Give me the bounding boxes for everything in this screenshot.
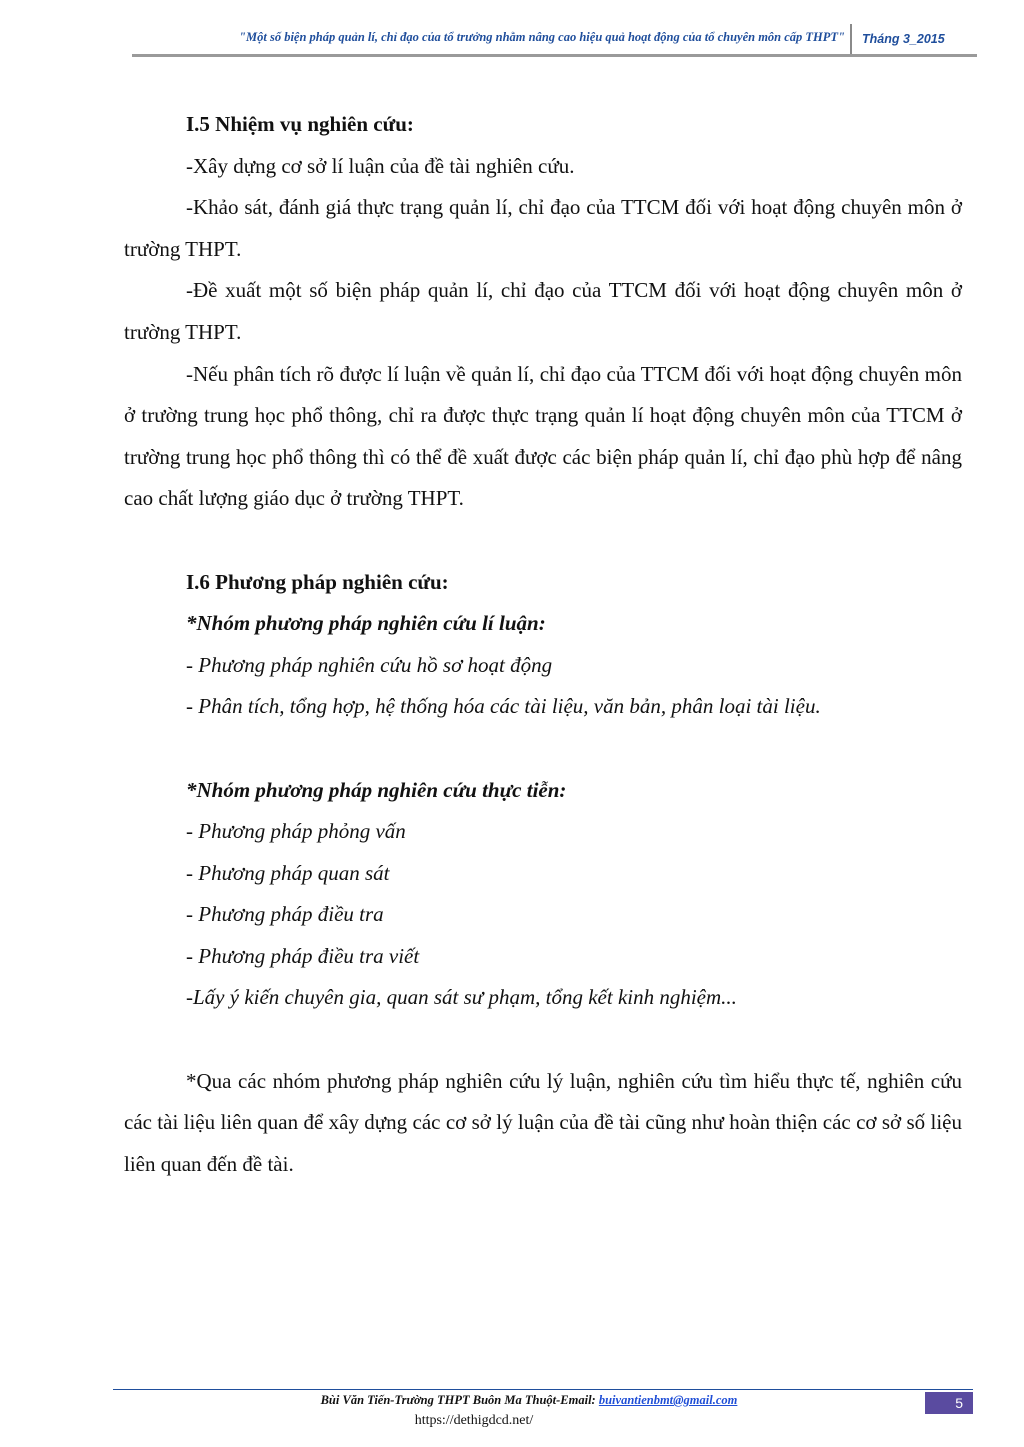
footer-email-link[interactable]: buivantienbmt@gmail.com — [598, 1393, 738, 1407]
subheading-theory: *Nhóm phương pháp nghiên cứu lí luận: — [186, 611, 546, 636]
document-body — [124, 104, 962, 1185]
subheading-practice: *Nhóm phương pháp nghiên cứu thực tiễn: — [186, 777, 567, 802]
header-divider — [850, 24, 852, 54]
page-header — [0, 0, 1024, 60]
list-item: - Phương pháp điều tra — [186, 902, 384, 927]
spacer — [124, 1019, 962, 1061]
header-date: Tháng 3_2015 — [862, 32, 945, 46]
page-footer — [0, 1380, 1024, 1447]
list-item: - Phương pháp nghiên cứu hồ sơ hoạt động — [186, 652, 553, 677]
header-rule — [132, 54, 977, 57]
list-item: -Lấy ý kiến chuyên gia, quan sát sư phạm, tổng kết kinh nghiệm... — [186, 985, 737, 1010]
footer-url: https://dethigdcd.net/ — [414, 1413, 534, 1428]
footer-rule — [113, 1389, 973, 1390]
section-heading-i5: I.5 Nhiệm vụ nghiên cứu: — [186, 112, 414, 136]
footer-author-text: Bùi Văn Tiến-Trường THPT Buôn Ma Thuột-Email: — [320, 1393, 599, 1407]
paragraph: -Đề xuất một số biện pháp quản lí, chỉ đạo của TTCM đối với hoạt động chuyên môn ở trường THPT. — [124, 278, 962, 344]
page-number-badge: 5 — [925, 1392, 973, 1414]
list-item: - Phương pháp phỏng vấn — [186, 819, 406, 844]
spacer — [124, 728, 962, 770]
paragraph: -Xây dựng cơ sở lí luận của đề tài nghiên cứu. — [186, 153, 575, 178]
list-item: - Phân tích, tổng hợp, hệ thống hóa các tài liệu, văn bản, phân loại tài liệu. — [186, 694, 821, 719]
summary-paragraph: *Qua các nhóm phương pháp nghiên cứu lý luận, nghiên cứu tìm hiểu thực tế, nghiên cứu các tài liệu liên quan để xây dựng các cơ sở lý luận của đề tài cũng như hoàn thiện các cơ sở số liệu liên quan đến đề tài. — [124, 1068, 962, 1176]
section-heading-i6: I.6 Phương pháp nghiên cứu: — [186, 569, 449, 594]
paragraph: -Khảo sát, đánh giá thực trạng quản lí, chỉ đạo của TTCM đối với hoạt động chuyên môn ở trường THPT. — [124, 195, 962, 261]
footer-author — [113, 1393, 945, 1408]
paragraph: -Nếu phân tích rõ được lí luận về quản lí, chỉ đạo của TTCM đối với hoạt động chuyên môn ở trường trung học phổ thông, chỉ ra được thực trạng quản lí hoạt động chuyên môn của TTCM ở trường trung học phổ thông thì có thể đề xuất được các biện pháp quản lí, chỉ đạo phù hợp để nâng cao chất lượng giáo dục ở trường THPT. — [124, 361, 962, 511]
list-item: - Phương pháp quan sát — [186, 860, 390, 885]
spacer — [124, 520, 962, 562]
header-title: "Một số biện pháp quản lí, chỉ đạo của tổ trưởng nhằm nâng cao hiệu quả hoạt động của tổ chuyên môn cấp THPT" — [239, 30, 845, 44]
list-item: - Phương pháp điều tra viết — [186, 943, 420, 968]
